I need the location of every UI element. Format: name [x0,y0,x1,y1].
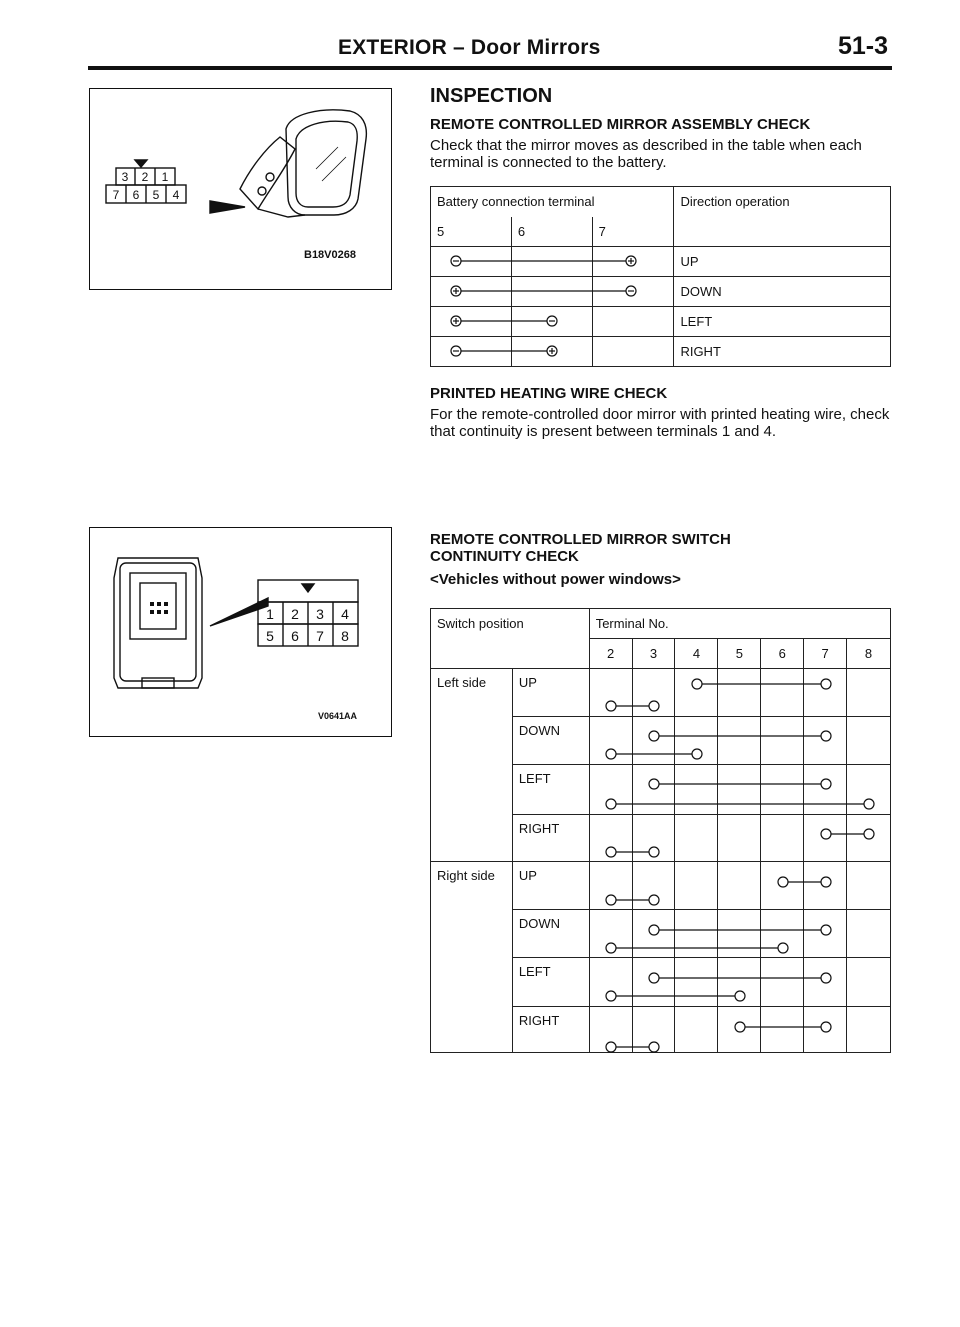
position-label: RIGHT [512,815,589,862]
switch-pin-label: 2 [291,606,299,622]
switch-pin-label: 6 [291,628,299,644]
switch-check-heading-line2: CONTINUITY CHECK [430,548,579,565]
switch-check-subheading: <Vehicles without power windows> [430,571,681,588]
terminal-header: 6 [761,639,804,669]
position-label: DOWN [512,910,589,958]
page-title: EXTERIOR – Door Mirrors [338,36,601,59]
direction-cell: DOWN [674,277,891,307]
figure-id: V0641AA [318,711,358,721]
page-header [88,30,892,70]
switch-pin-label: 7 [316,628,324,644]
mirror-pin-label: 5 [152,188,160,202]
terminal-header: 7 [592,217,674,247]
mirror-pin-label: 3 [121,170,129,184]
continuity-diagram [589,670,891,1060]
direction-cell: UP [674,247,891,277]
switch-check-heading-line1: REMOTE CONTROLLED MIRROR SWITCH [430,531,731,548]
switch-figure [89,527,392,737]
position-label: LEFT [512,958,589,1007]
terminal-header: 3 [632,639,675,669]
mirror-check-text: Check that the mirror moves as described in the table when each terminal is connected to the battery. [430,137,862,171]
header-rule [88,66,892,70]
col-header-terminal: Battery connection terminal [431,187,674,217]
polarity-diagram [430,246,891,366]
side-label: Right side [431,862,513,1053]
mirror-figure [89,88,392,290]
terminal-header: 6 [511,217,592,247]
mirror-pin-label: 1 [161,170,169,184]
mirror-pin-label: 2 [141,170,149,184]
switch-pin-label: 5 [266,628,274,644]
switch-illustration [90,528,391,736]
figure-id: B18V0268 [304,249,356,261]
position-label: RIGHT [512,1007,589,1053]
mirror-pin-label: 4 [172,188,180,202]
terminal-header: 5 [718,639,761,669]
position-label: LEFT [512,765,589,815]
page-number: 51-3 [837,32,888,60]
mirror-check-heading: REMOTE CONTROLLED MIRROR ASSEMBLY CHECK [430,116,811,133]
mirror-pin-label: 6 [132,188,140,202]
terminal-header: 2 [589,639,632,669]
switch-pin-label: 1 [266,606,274,622]
terminal-header: 5 [431,217,512,247]
side-label: Left side [431,669,513,862]
switch-pin-label: 4 [341,606,349,622]
col-header-direction: Direction operation [674,187,891,217]
switch-pin-label: 8 [341,628,349,644]
terminal-header: 7 [804,639,847,669]
mirror-pin-label: 7 [112,188,120,202]
terminal-header: 4 [675,639,718,669]
direction-cell: RIGHT [674,337,891,367]
direction-cell: LEFT [674,307,891,337]
col-header-terminal-no: Terminal No. [589,609,890,639]
heating-check-heading: PRINTED HEATING WIRE CHECK [430,385,668,402]
heating-check-text: For the remote-controlled door mirror with printed heating wire, check that continuity is present between terminals 1 and 4. [430,406,890,440]
position-label: UP [512,669,589,717]
switch-pin-label: 3 [316,606,324,622]
terminal-header: 8 [847,639,891,669]
position-label: UP [512,862,589,910]
col-header-position: Switch position [431,609,590,639]
position-label: DOWN [512,717,589,765]
inspection-heading: INSPECTION [430,85,553,107]
